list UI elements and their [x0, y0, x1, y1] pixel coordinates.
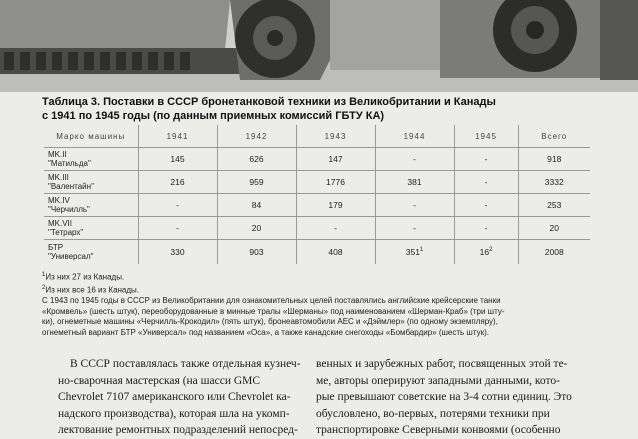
supply-table: [44, 125, 590, 264]
table-row: [44, 217, 590, 240]
footnote-mark: 1: [42, 272, 46, 278]
model-nickname: "Тетрарх": [48, 228, 84, 237]
vehicle-photo: [0, 0, 638, 92]
footnote-mark: 1: [419, 247, 424, 254]
value-cell-with-footnote: [454, 240, 518, 265]
body-line: надского производства), которая шла на укомп-: [58, 407, 290, 420]
footnote-2: [42, 283, 626, 296]
total-cell: 253: [518, 194, 590, 217]
model-name-cell: [44, 148, 138, 171]
value-cell: 903: [217, 240, 296, 265]
model-name-cell: [44, 240, 138, 265]
model-name-cell: [44, 171, 138, 194]
body-line: транспортировке Северными конвоями (особенно: [316, 424, 561, 436]
model-nickname: "Матильда": [48, 159, 91, 168]
model-name-cell: [44, 194, 138, 217]
value-cell: 179: [296, 194, 375, 217]
value-cell: 1776: [296, 171, 375, 194]
value-cell: -: [375, 194, 454, 217]
footnote-mark: 2: [42, 285, 46, 292]
table-caption-line1: Таблица 3. Поставки в СССР бронетанковой техники из Великобритании и Канады: [42, 96, 496, 108]
model-name: MK.IV: [48, 196, 70, 205]
column-header-model: Марко машины: [44, 125, 138, 148]
column-header-1942: 1942: [217, 125, 296, 148]
body-column-right: [316, 356, 608, 439]
table-row: [44, 148, 590, 171]
total-cell: 918: [518, 148, 590, 171]
column-header-1945: 1945: [454, 125, 518, 148]
model-name-cell: [44, 217, 138, 240]
body-line: рые превышают советские на 3-4 сотни единиц. Это: [316, 391, 572, 403]
note-paragraph-line: ки), огнеметные машины «Черчилль-Крокодил» (пять штук), бронеавтомобили АЕС и «Дэймлер» (по одному экземпляру),: [42, 317, 498, 327]
value-cell: 216: [138, 171, 217, 194]
total-cell: 20: [518, 217, 590, 240]
value-cell: 626: [217, 148, 296, 171]
table-caption-line2: с 1941 по 1945 годы (по данным приемных комиссий ГБТУ КА): [42, 110, 385, 122]
footnote-mark: 2: [489, 247, 493, 254]
note-paragraph-line: огнеметный вариант БТР «Универсал» под названием «Оса», а также канадские снегоходы «Бомбардир» (шесть штук).: [42, 327, 489, 337]
body-line: Chevrolet 7107 американского или Chevrolet ка-: [58, 391, 291, 403]
model-name: БТР: [48, 243, 64, 252]
body-line: обусловлено, во-первых, потерями техники при: [316, 407, 550, 420]
body-line: ме, авторы оперируют западными данными, кото-: [316, 374, 560, 387]
value-cell: -: [375, 217, 454, 240]
model-nickname: "Черчилль": [48, 205, 90, 214]
value-cell: -: [138, 217, 217, 240]
column-header-total: Всего: [518, 125, 590, 148]
table-row: [44, 194, 590, 217]
table-header-row: [44, 125, 590, 148]
body-line: лектование ремонтных подразделений непосред-: [58, 424, 298, 436]
value-cell: 959: [217, 171, 296, 194]
value-cell-with-footnote: [375, 240, 454, 265]
value-cell: -: [454, 194, 518, 217]
table-caption: [42, 95, 632, 123]
value: 16: [479, 247, 490, 257]
footnote-text: Из них все 16 из Канады.: [45, 285, 140, 295]
footnote-text: Из них 27 из Канады.: [45, 272, 125, 282]
value-cell: 330: [138, 240, 217, 265]
model-name: MK.III: [48, 173, 69, 182]
value-cell: 20: [217, 217, 296, 240]
model-nickname: "Валентайн": [48, 182, 94, 191]
value-cell: -: [454, 217, 518, 240]
table-row: [44, 240, 590, 265]
model-name: MK.VII: [48, 219, 73, 228]
body-line: но-сварочная мастерская (на шасси GMC: [58, 374, 261, 387]
table-row: [44, 171, 590, 194]
value-cell: -: [138, 194, 217, 217]
total-cell: 3332: [518, 171, 590, 194]
value-cell: -: [454, 171, 518, 194]
value-cell: -: [454, 148, 518, 171]
value-cell: 408: [296, 240, 375, 265]
value-cell: 381: [375, 171, 454, 194]
value: 351: [405, 247, 420, 257]
total-cell: 2008: [544, 247, 564, 257]
body-line: венных и зарубежных работ, посвященных этой те-: [316, 358, 568, 370]
column-header-1944: 1944: [375, 125, 454, 148]
value-cell: 84: [217, 194, 296, 217]
table-notes: [42, 270, 626, 338]
value-cell: -: [296, 217, 375, 240]
model-nickname: "Универсал": [48, 252, 94, 261]
body-line: В СССР поставлялась также отдельная кузнеч-: [70, 358, 301, 370]
tracked-vehicle-photo: [0, 0, 638, 92]
column-header-1941: 1941: [138, 125, 217, 148]
value-cell: 147: [296, 148, 375, 171]
model-name: MK.II: [48, 150, 67, 159]
column-header-1943: 1943: [296, 125, 375, 148]
footnote-1: [42, 270, 626, 283]
note-paragraph-line: «Кромвель» (шесть штук), переоборудованные в минные тралы «Шерманы» под наименованием «Шерман-Краб» (три шту-: [42, 306, 505, 316]
note-paragraph-line: С 1943 по 1945 годы в СССР из Великобритании для ознакомительных целей поставлялись английские крейсерские танки: [42, 296, 501, 306]
value-cell: 145: [138, 148, 217, 171]
body-column-left: [58, 356, 328, 439]
value-cell: -: [375, 148, 454, 171]
